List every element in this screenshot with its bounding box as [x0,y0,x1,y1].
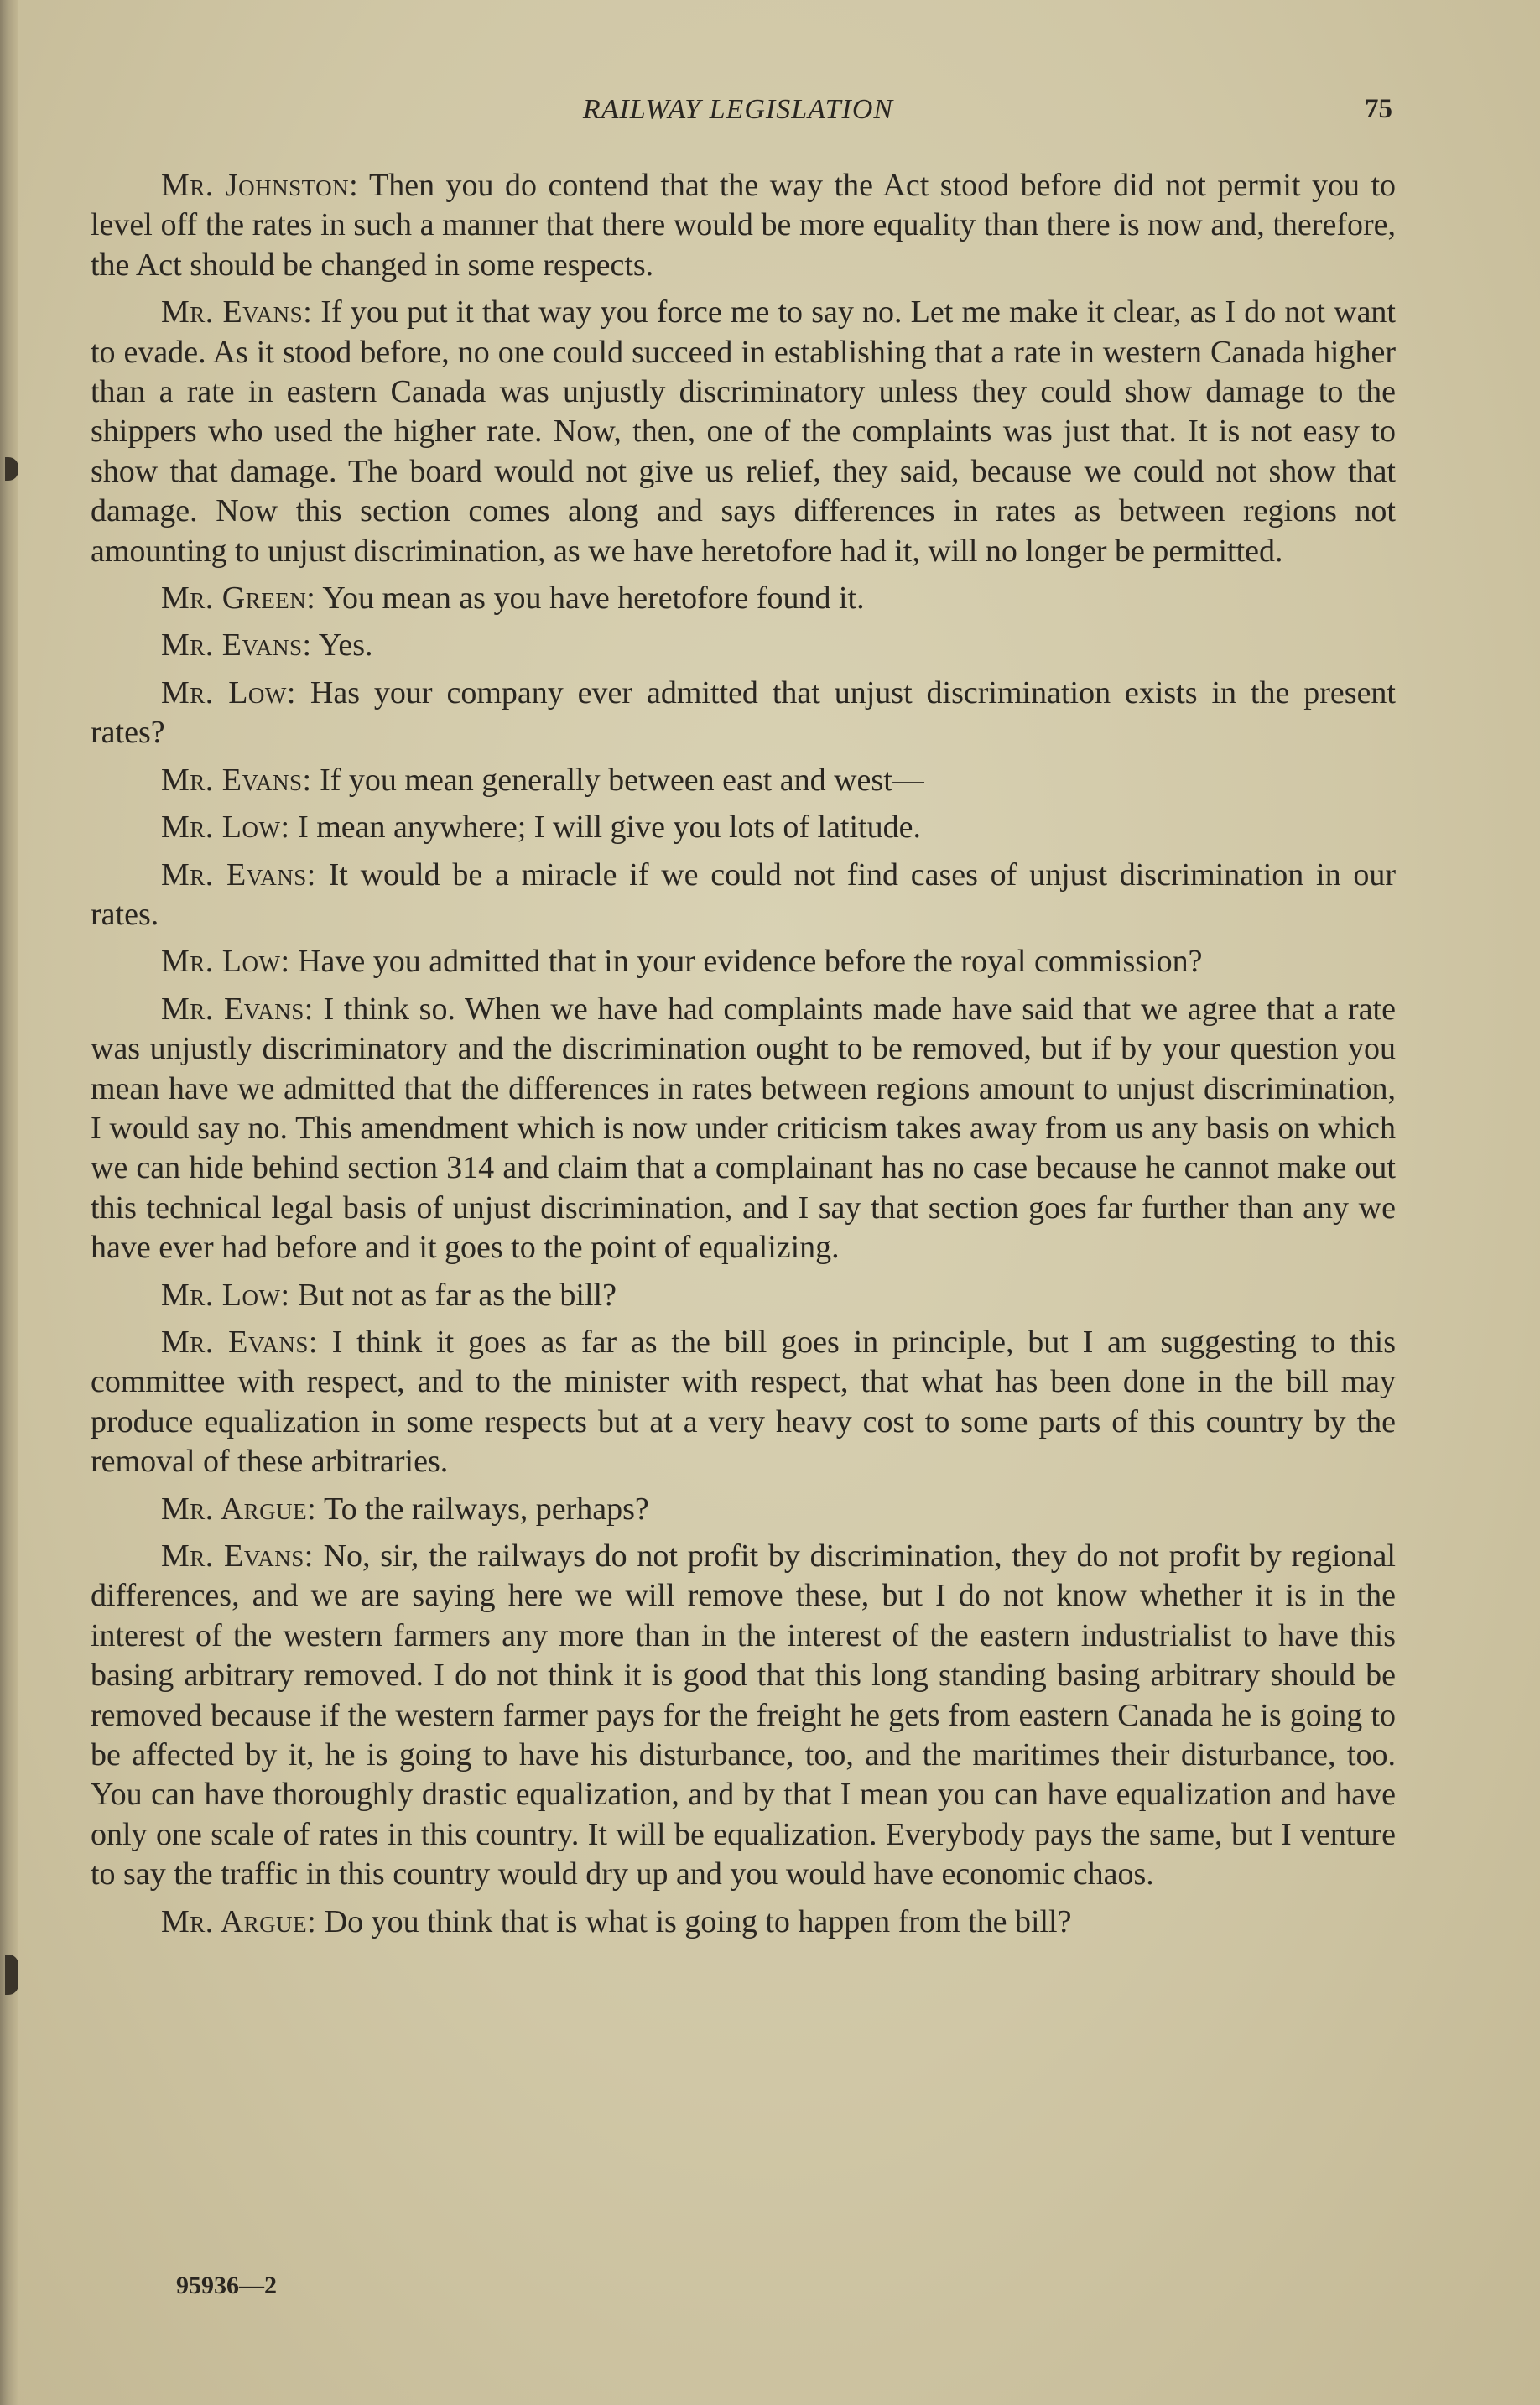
testimony-paragraph [91,166,1396,285]
testimony-paragraph [91,761,1396,800]
testimony-paragraph [91,942,1396,981]
speech-text: If you mean generally between east and west— [320,762,924,798]
speech-text: Yes. [318,627,373,664]
speaker-name: Mr. Evans: [161,991,314,1027]
speech-text: It would be a miracle if we could not find cases of unjust discrimination in our rates. [91,856,1396,932]
speaker-name: Mr. Evans: [161,627,312,664]
speaker-name: Mr. Argue: [161,1903,317,1939]
speech-text: You mean as you have heretofore found it. [322,580,865,617]
testimony-paragraph [91,1903,1396,1942]
speaker-name: Mr. Johnston: [161,168,359,203]
testimony-paragraph [91,1323,1396,1482]
testimony-paragraph [91,1276,1396,1315]
testimony-paragraph [91,1490,1396,1529]
speech-text: Do you think that is what is going to happen from the bill? [324,1903,1072,1939]
speaker-name: Mr. Evans: [161,762,312,798]
speech-text: Then you do contend that the way the Act stood before did not permit you to level off the rates in such a manner that there would be more equality than there is now and, therefore, the Act should be changed in some respects. [91,168,1396,283]
testimony-paragraph [91,856,1396,935]
speech-text: To the railways, perhaps? [324,1491,649,1527]
testimony-paragraph [91,626,1396,665]
transcript-body [91,166,1396,1950]
speaker-name: Mr. Low: [161,944,290,980]
binding-edge [0,0,18,2405]
speaker-name: Mr. Green: [161,580,316,617]
testimony-paragraph [91,674,1396,753]
speaker-name: Mr. Evans: [161,1538,314,1574]
speech-text: But not as far as the bill? [298,1277,617,1313]
speaker-name: Mr. Low: [161,674,296,711]
speech-text: I mean anywhere; I will give you lots of latitude. [298,809,921,846]
speech-text: I think so. When we have had complaints made have said that we agree that a rate was unjustly discriminatory and the discrimination ought to be removed, but if by your question you mean have we admitted that the differences in rates between regions amount to unjust discrimination, I would say no. This amendment which is now under criticism takes away from us any basis on which we can hide behind section 314 and claim that a complainant has no case because he cannot make out this technical legal basis of unjust discrimination, and I say that section goes far further than any we have ever had before and it goes to the point of equalizing. [91,991,1396,1266]
speech-text: I think it goes as far as the bill goes in principle, but I am suggesting to this committee with respect, and to the minister with respect, that what has been done in the bill may produce equalization in some respects but at a very heavy cost to some parts of this country by the removal of these arbitraries. [91,1324,1396,1480]
speaker-name: Mr. Evans: [161,1324,318,1360]
testimony-paragraph [91,990,1396,1268]
speaker-name: Mr. Low: [161,1277,290,1313]
running-head: RAILWAY LEGISLATION [582,94,894,125]
testimony-paragraph [91,293,1396,571]
testimony-paragraph [91,808,1396,847]
print-code: 95936—2 [176,2272,277,2299]
speech-text: Has your company ever admitted that unjust discrimination exists in the present rates? [91,674,1396,751]
speaker-name: Mr. Evans: [161,856,316,893]
margin-mark [5,1955,18,1995]
speaker-name: Mr. Evans: [161,294,313,331]
speech-text: Have you admitted that in your evidence before the royal commission? [298,944,1203,980]
testimony-paragraph [91,1537,1396,1895]
speaker-name: Mr. Low: [161,809,290,846]
page-header [84,94,1392,136]
speech-text: No, sir, the railways do not profit by discrimination, they do not profit by regional differences, and we are saying here we will remove these, but I do not know whether it is in the interest of the western farmers any more than in the interest of the eastern industrialist to have this basing arbitrary removed. I do not think it is good that this long standing basing arbitrary should be removed because if the western farmer pays for the freight he gets from eastern Canada he is going to be affected by it, he is going to have his disturbance, too, and the maritimes their disturbance, too. You can have thoroughly drastic equalization, and by that I mean you can have equalization and have only one scale of rates in this country. It will be equalization. Everybody pays the same, but I venture to say the traffic in this country would dry up and you would have economic chaos. [91,1538,1396,1892]
testimony-paragraph [91,579,1396,618]
speaker-name: Mr. Argue: [161,1491,317,1527]
speech-text: If you put it that way you force me to say no. Let me make it clear, as I do not want to evade. As it stood before, no one could succeed in establishing that a rate in western Canada higher than a rate in eastern Canada was unjustly discriminatory unless they could show damage to the shippers who used the higher rate. Now, then, one of the complaints was just that. It is not easy to show that damage. The board would not give us relief, they said, because we could not show that damage. Now this section comes along and says differences in rates as between regions not amounting to unjust discrimination, as we have heretofore had it, will no longer be permitted. [91,294,1396,569]
page-number: 75 [1365,94,1392,124]
